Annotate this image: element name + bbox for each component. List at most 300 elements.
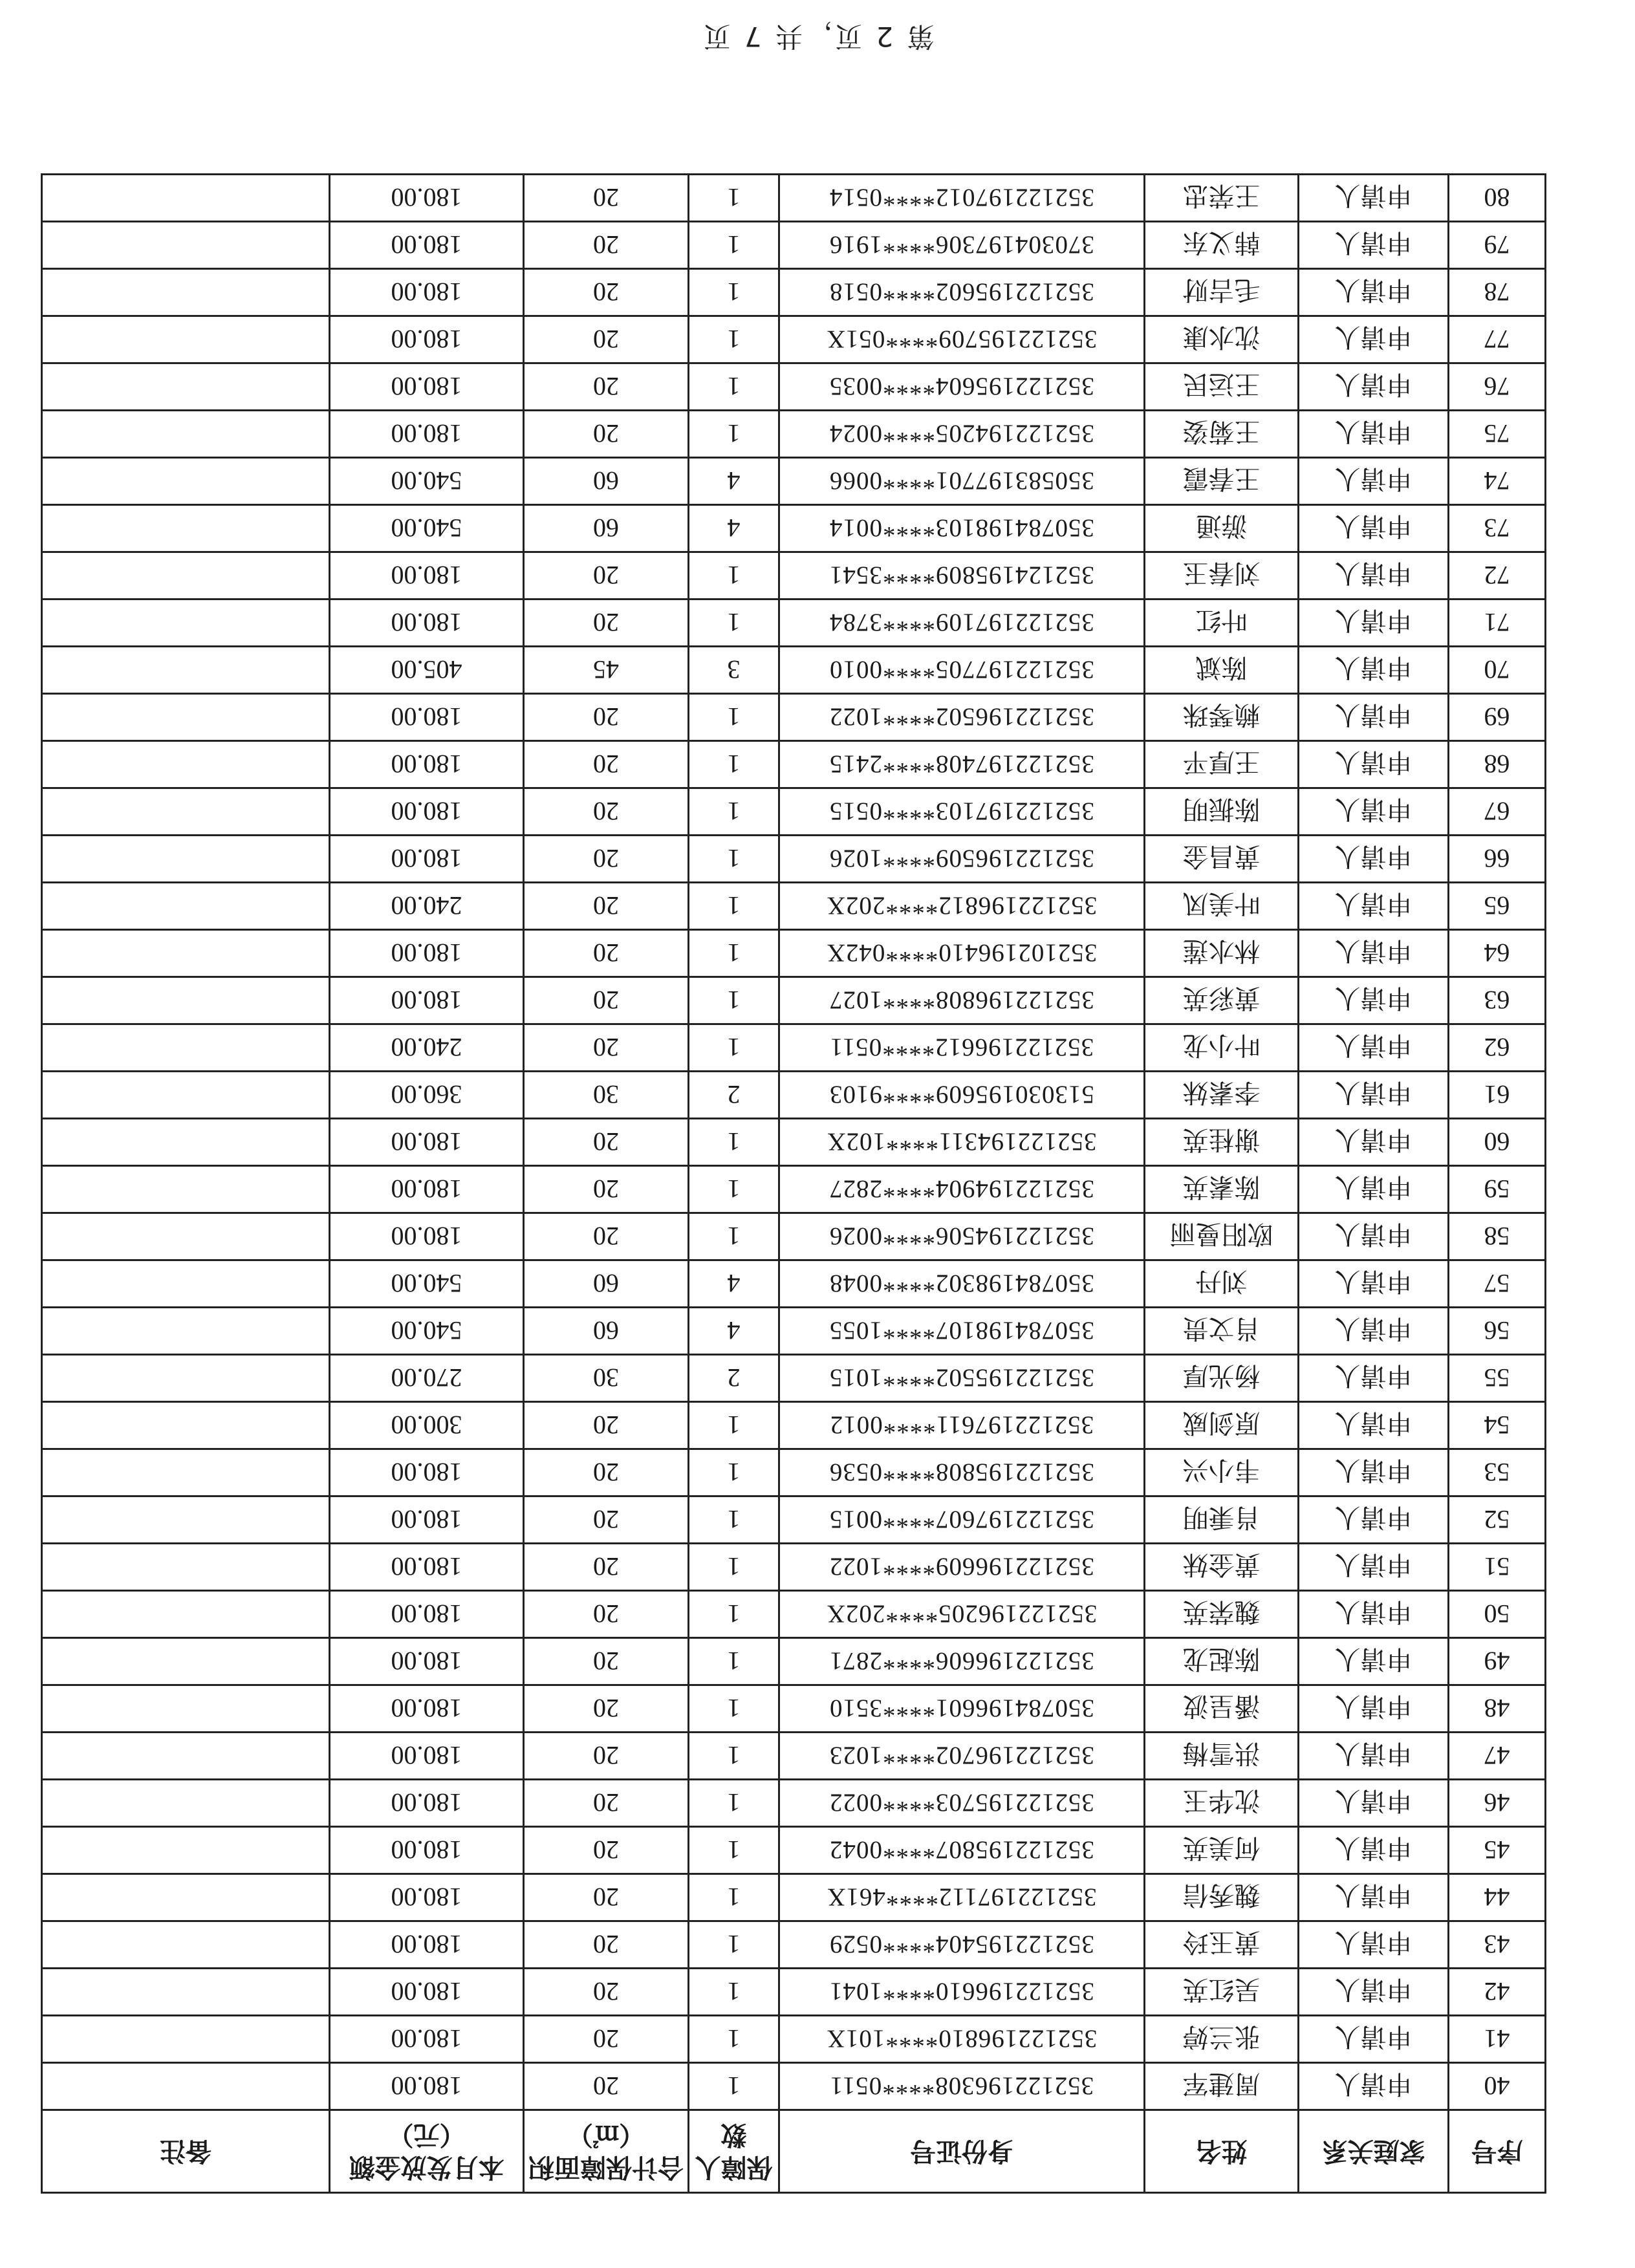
cell-remark <box>42 1072 330 1119</box>
table-row <box>42 930 1546 977</box>
cell-persons: 1 <box>689 599 779 647</box>
cell-relation: 申请人 <box>1299 458 1449 505</box>
cell-amount: 180.00 <box>330 836 524 883</box>
cell-seq: 46 <box>1449 1780 1546 1827</box>
table-row <box>42 1355 1546 1402</box>
cell-id-number: 352122196308****0511 <box>779 2063 1145 2110</box>
cell-seq: 72 <box>1449 552 1546 599</box>
cell-id-number: 352122197112****461X <box>779 1874 1145 1921</box>
cell-area: 20 <box>524 883 689 930</box>
cell-relation: 申请人 <box>1299 222 1449 269</box>
cell-persons: 1 <box>689 1449 779 1496</box>
cell-relation: 申请人 <box>1299 1874 1449 1921</box>
cell-area: 20 <box>524 1591 689 1638</box>
table-row <box>42 1449 1546 1496</box>
table-row <box>42 1024 1546 1072</box>
cell-persons: 1 <box>689 1119 779 1166</box>
cell-seq: 64 <box>1449 930 1546 977</box>
cell-name: 刘丹 <box>1145 1260 1299 1308</box>
cell-area: 20 <box>524 1733 689 1780</box>
cell-name: 何美英 <box>1145 1827 1299 1874</box>
cell-relation: 申请人 <box>1299 2063 1449 2110</box>
cell-persons: 1 <box>689 1544 779 1591</box>
cell-remark <box>42 836 330 883</box>
cell-name: 韦小兴 <box>1145 1449 1299 1496</box>
cell-remark <box>42 316 330 363</box>
cell-area: 20 <box>524 1544 689 1591</box>
cell-persons: 1 <box>689 694 779 741</box>
cell-seq: 69 <box>1449 694 1546 741</box>
table-row <box>42 1213 1546 1260</box>
cell-relation: 申请人 <box>1299 1827 1449 1874</box>
cell-persons: 1 <box>689 1591 779 1638</box>
cell-persons: 1 <box>689 1685 779 1733</box>
cell-amount: 180.00 <box>330 175 524 222</box>
cell-seq: 49 <box>1449 1638 1546 1685</box>
cell-remark <box>42 505 330 552</box>
cell-seq: 42 <box>1449 1969 1546 2016</box>
table-row <box>42 647 1546 694</box>
cell-seq: 53 <box>1449 1449 1546 1496</box>
cell-area: 60 <box>524 505 689 552</box>
cell-remark <box>42 788 330 836</box>
cell-relation: 申请人 <box>1299 647 1449 694</box>
cell-id-number: 352122194904****2827 <box>779 1166 1145 1213</box>
cell-area: 20 <box>524 1402 689 1449</box>
cell-seq: 77 <box>1449 316 1546 363</box>
table-row <box>42 2063 1546 2110</box>
cell-area: 20 <box>524 1827 689 1874</box>
cell-persons: 4 <box>689 1260 779 1308</box>
cell-area: 30 <box>524 1072 689 1119</box>
cell-name: 林水莲 <box>1145 930 1299 977</box>
cell-amount: 180.00 <box>330 552 524 599</box>
cell-id-number: 350784198103****0014 <box>779 505 1145 552</box>
cell-id-number: 352122196205****202X <box>779 1591 1145 1638</box>
cell-area: 20 <box>524 269 689 316</box>
table-row <box>42 411 1546 458</box>
cell-remark <box>42 647 330 694</box>
cell-id-number: 370304197306****1916 <box>779 222 1145 269</box>
cell-seq: 79 <box>1449 222 1546 269</box>
cell-remark <box>42 1449 330 1496</box>
cell-seq: 68 <box>1449 741 1546 788</box>
cell-relation: 申请人 <box>1299 883 1449 930</box>
cell-id-number: 352122196610****1041 <box>779 1969 1145 2016</box>
cell-remark <box>42 930 330 977</box>
cell-seq: 59 <box>1449 1166 1546 1213</box>
cell-id-number: 352122195604****0035 <box>779 363 1145 411</box>
table-row <box>42 1591 1546 1638</box>
cell-seq: 80 <box>1449 175 1546 222</box>
table-row <box>42 599 1546 647</box>
cell-remark <box>42 694 330 741</box>
cell-id-number: 513030195609****9103 <box>779 1072 1145 1119</box>
cell-amount: 180.00 <box>330 1969 524 2016</box>
header-remark: 备注 <box>42 2110 330 2193</box>
cell-id-number: 352122196702****1023 <box>779 1733 1145 1780</box>
table-row <box>42 1496 1546 1544</box>
cell-area: 30 <box>524 1355 689 1402</box>
cell-persons: 4 <box>689 1308 779 1355</box>
cell-remark <box>42 741 330 788</box>
cell-name: 叶小龙 <box>1145 1024 1299 1072</box>
cell-amount: 180.00 <box>330 788 524 836</box>
cell-amount: 270.00 <box>330 1355 524 1402</box>
cell-remark <box>42 1308 330 1355</box>
cell-amount: 180.00 <box>330 222 524 269</box>
cell-area: 20 <box>524 1780 689 1827</box>
cell-area: 20 <box>524 1685 689 1733</box>
cell-name: 陈素英 <box>1145 1166 1299 1213</box>
cell-remark <box>42 1355 330 1402</box>
cell-remark <box>42 1874 330 1921</box>
cell-amount: 180.00 <box>330 1166 524 1213</box>
cell-seq: 54 <box>1449 1402 1546 1449</box>
cell-persons: 1 <box>689 1638 779 1685</box>
cell-amount: 180.00 <box>330 1685 524 1733</box>
cell-relation: 申请人 <box>1299 269 1449 316</box>
table-row <box>42 788 1546 836</box>
cell-id-number: 352122196810****101X <box>779 2016 1145 2063</box>
cell-relation: 申请人 <box>1299 1685 1449 1733</box>
table-row <box>42 1733 1546 1780</box>
cell-id-number: 352122197109****3784 <box>779 599 1145 647</box>
cell-name: 沈华玉 <box>1145 1780 1299 1827</box>
cell-amount: 180.00 <box>330 316 524 363</box>
cell-area: 20 <box>524 1166 689 1213</box>
table-row <box>42 1874 1546 1921</box>
cell-remark <box>42 363 330 411</box>
cell-remark <box>42 458 330 505</box>
cell-persons: 1 <box>689 222 779 269</box>
cell-persons: 1 <box>689 1213 779 1260</box>
cell-remark <box>42 1780 330 1827</box>
cell-persons: 4 <box>689 458 779 505</box>
cell-persons: 1 <box>689 1733 779 1780</box>
cell-amount: 540.00 <box>330 458 524 505</box>
cell-amount: 180.00 <box>330 2063 524 2110</box>
page-number-footer: 第 2 页，共 7 页 <box>700 21 935 52</box>
header-relation: 家庭关系 <box>1299 2110 1449 2193</box>
table-header-row <box>42 2110 1546 2193</box>
cell-name: 王厚平 <box>1145 741 1299 788</box>
cell-amount: 360.00 <box>330 1072 524 1119</box>
cell-id-number: 352122194506****0026 <box>779 1213 1145 1260</box>
cell-area: 20 <box>524 694 689 741</box>
cell-seq: 58 <box>1449 1213 1546 1260</box>
cell-area: 20 <box>524 599 689 647</box>
header-seq: 序号 <box>1449 2110 1546 2193</box>
cell-area: 20 <box>524 1024 689 1072</box>
cell-remark <box>42 1260 330 1308</box>
header-persons: 保障人数 <box>689 2110 779 2193</box>
cell-area: 20 <box>524 1213 689 1260</box>
table-row <box>42 269 1546 316</box>
cell-relation: 申请人 <box>1299 1355 1449 1402</box>
cell-remark <box>42 2016 330 2063</box>
table-row <box>42 1544 1546 1591</box>
cell-remark <box>42 883 330 930</box>
cell-persons: 2 <box>689 1355 779 1402</box>
cell-persons: 1 <box>689 741 779 788</box>
table-row <box>42 1921 1546 1969</box>
cell-relation: 申请人 <box>1299 1260 1449 1308</box>
cell-id-number: 352122195502****1015 <box>779 1355 1145 1402</box>
cell-persons: 1 <box>689 1496 779 1544</box>
cell-id-number: 352122194311****102X <box>779 1119 1145 1166</box>
cell-area: 20 <box>524 977 689 1024</box>
cell-seq: 74 <box>1449 458 1546 505</box>
cell-remark <box>42 1024 330 1072</box>
cell-id-number: 352122195709****051X <box>779 316 1145 363</box>
cell-name: 杨光厚 <box>1145 1355 1299 1402</box>
cell-id-number: 352122195703****0022 <box>779 1780 1145 1827</box>
cell-remark <box>42 599 330 647</box>
cell-id-number: 350784198302****0048 <box>779 1260 1145 1308</box>
cell-relation: 申请人 <box>1299 930 1449 977</box>
cell-persons: 1 <box>689 1921 779 1969</box>
cell-area: 20 <box>524 1874 689 1921</box>
cell-seq: 43 <box>1449 1921 1546 1969</box>
cell-persons: 1 <box>689 836 779 883</box>
cell-amount: 180.00 <box>330 694 524 741</box>
cell-remark <box>42 2063 330 2110</box>
cell-area: 20 <box>524 1638 689 1685</box>
subsidy-roster-table <box>41 173 1546 2194</box>
table-row <box>42 1260 1546 1308</box>
cell-id-number: 350784198107****1055 <box>779 1308 1145 1355</box>
cell-relation: 申请人 <box>1299 836 1449 883</box>
table-row <box>42 1119 1546 1166</box>
cell-seq: 44 <box>1449 1874 1546 1921</box>
cell-amount: 180.00 <box>330 1213 524 1260</box>
cell-relation: 申请人 <box>1299 316 1449 363</box>
cell-id-number: 352122197607****0015 <box>779 1496 1145 1544</box>
cell-remark <box>42 1638 330 1685</box>
cell-persons: 1 <box>689 1874 779 1921</box>
cell-id-number: 352122196606****2871 <box>779 1638 1145 1685</box>
table-row <box>42 1780 1546 1827</box>
cell-amount: 180.00 <box>330 1638 524 1685</box>
cell-amount: 180.00 <box>330 1449 524 1496</box>
cell-seq: 57 <box>1449 1260 1546 1308</box>
cell-remark <box>42 411 330 458</box>
cell-name: 魏秀信 <box>1145 1874 1299 1921</box>
cell-name: 吴红英 <box>1145 1969 1299 2016</box>
cell-area: 20 <box>524 175 689 222</box>
cell-area: 20 <box>524 411 689 458</box>
cell-name: 王荣忠 <box>1145 175 1299 222</box>
cell-relation: 申请人 <box>1299 1402 1449 1449</box>
cell-name: 原剑威 <box>1145 1402 1299 1449</box>
cell-id-number: 352122195807****0042 <box>779 1827 1145 1874</box>
cell-relation: 申请人 <box>1299 788 1449 836</box>
cell-seq: 52 <box>1449 1496 1546 1544</box>
cell-name: 叶红 <box>1145 599 1299 647</box>
header-id-number: 身份证号 <box>779 2110 1145 2193</box>
cell-persons: 1 <box>689 1827 779 1874</box>
cell-name: 黄玉玲 <box>1145 1921 1299 1969</box>
table-row <box>42 175 1546 222</box>
cell-persons: 1 <box>689 1024 779 1072</box>
cell-persons: 1 <box>689 2063 779 2110</box>
cell-persons: 1 <box>689 930 779 977</box>
table-row <box>42 458 1546 505</box>
cell-id-number: 352122197611****0012 <box>779 1402 1145 1449</box>
cell-name: 叶美凤 <box>1145 883 1299 930</box>
cell-relation: 申请人 <box>1299 1308 1449 1355</box>
cell-area: 60 <box>524 458 689 505</box>
cell-id-number: 352122196812****202X <box>779 883 1145 930</box>
cell-name: 黄金妹 <box>1145 1544 1299 1591</box>
cell-area: 20 <box>524 363 689 411</box>
cell-amount: 300.00 <box>330 1402 524 1449</box>
cell-persons: 1 <box>689 316 779 363</box>
cell-persons: 1 <box>689 788 779 836</box>
cell-id-number: 352122195602****0518 <box>779 269 1145 316</box>
cell-remark <box>42 1969 330 2016</box>
cell-id-number: 350784196601****3510 <box>779 1685 1145 1733</box>
cell-remark <box>42 1544 330 1591</box>
cell-amount: 180.00 <box>330 1591 524 1638</box>
cell-relation: 申请人 <box>1299 1544 1449 1591</box>
table-row <box>42 836 1546 883</box>
cell-persons: 1 <box>689 411 779 458</box>
cell-name: 刘春玉 <box>1145 552 1299 599</box>
cell-relation: 申请人 <box>1299 1733 1449 1780</box>
cell-remark <box>42 1591 330 1638</box>
cell-area: 20 <box>524 1496 689 1544</box>
cell-seq: 50 <box>1449 1591 1546 1638</box>
cell-persons: 1 <box>689 1780 779 1827</box>
cell-name: 潘呈波 <box>1145 1685 1299 1733</box>
cell-relation: 申请人 <box>1299 363 1449 411</box>
cell-relation: 申请人 <box>1299 1591 1449 1638</box>
cell-persons: 2 <box>689 1072 779 1119</box>
cell-area: 20 <box>524 788 689 836</box>
cell-persons: 1 <box>689 883 779 930</box>
cell-remark <box>42 1685 330 1733</box>
cell-id-number: 352122196612****0511 <box>779 1024 1145 1072</box>
cell-id-number: 352102196410****042X <box>779 930 1145 977</box>
table-row <box>42 552 1546 599</box>
cell-name: 周建军 <box>1145 2063 1299 2110</box>
cell-relation: 申请人 <box>1299 741 1449 788</box>
cell-remark <box>42 1733 330 1780</box>
cell-name: 谢桂英 <box>1145 1119 1299 1166</box>
table-row <box>42 1402 1546 1449</box>
cell-seq: 48 <box>1449 1685 1546 1733</box>
table-row <box>42 363 1546 411</box>
header-amount: 本月发放金额（元） <box>330 2110 524 2193</box>
table-row <box>42 222 1546 269</box>
cell-relation: 申请人 <box>1299 1969 1449 2016</box>
cell-amount: 240.00 <box>330 883 524 930</box>
table-row <box>42 1072 1546 1119</box>
cell-area: 20 <box>524 1449 689 1496</box>
table-row <box>42 883 1546 930</box>
cell-name: 魏荣英 <box>1145 1591 1299 1638</box>
cell-remark <box>42 269 330 316</box>
cell-amount: 180.00 <box>330 1921 524 1969</box>
cell-remark <box>42 1496 330 1544</box>
cell-area: 20 <box>524 930 689 977</box>
cell-amount: 240.00 <box>330 1024 524 1072</box>
cell-amount: 180.00 <box>330 930 524 977</box>
cell-seq: 47 <box>1449 1733 1546 1780</box>
cell-seq: 56 <box>1449 1308 1546 1355</box>
table-row <box>42 1308 1546 1355</box>
cell-name: 李素妹 <box>1145 1072 1299 1119</box>
cell-amount: 180.00 <box>330 1827 524 1874</box>
cell-remark <box>42 1213 330 1260</box>
cell-relation: 申请人 <box>1299 175 1449 222</box>
cell-amount: 540.00 <box>330 1260 524 1308</box>
cell-seq: 63 <box>1449 977 1546 1024</box>
cell-id-number: 352122197705****0010 <box>779 647 1145 694</box>
cell-area: 20 <box>524 316 689 363</box>
cell-area: 20 <box>524 1969 689 2016</box>
cell-persons: 1 <box>689 1402 779 1449</box>
table-row <box>42 2016 1546 2063</box>
cell-area: 20 <box>524 1119 689 1166</box>
cell-area: 20 <box>524 222 689 269</box>
cell-id-number: 352122195808****0536 <box>779 1449 1145 1496</box>
table-row <box>42 977 1546 1024</box>
cell-name: 张兰婷 <box>1145 2016 1299 2063</box>
cell-id-number: 352122195404****0529 <box>779 1921 1145 1969</box>
cell-seq: 55 <box>1449 1355 1546 1402</box>
cell-seq: 78 <box>1449 269 1546 316</box>
cell-name: 洪雪梅 <box>1145 1733 1299 1780</box>
cell-persons: 1 <box>689 175 779 222</box>
cell-seq: 61 <box>1449 1072 1546 1119</box>
table-row <box>42 505 1546 552</box>
cell-relation: 申请人 <box>1299 977 1449 1024</box>
cell-area: 60 <box>524 1308 689 1355</box>
cell-amount: 540.00 <box>330 1308 524 1355</box>
cell-seq: 40 <box>1449 2063 1546 2110</box>
cell-name: 毛吉财 <box>1145 269 1299 316</box>
cell-name: 王运民 <box>1145 363 1299 411</box>
cell-id-number: 350583197701****0066 <box>779 458 1145 505</box>
cell-seq: 66 <box>1449 836 1546 883</box>
cell-seq: 41 <box>1449 2016 1546 2063</box>
cell-remark <box>42 552 330 599</box>
cell-id-number: 352122196609****1022 <box>779 1544 1145 1591</box>
cell-persons: 1 <box>689 363 779 411</box>
cell-persons: 1 <box>689 1969 779 2016</box>
cell-persons: 1 <box>689 269 779 316</box>
cell-amount: 180.00 <box>330 741 524 788</box>
cell-remark <box>42 175 330 222</box>
cell-seq: 65 <box>1449 883 1546 930</box>
cell-relation: 申请人 <box>1299 411 1449 458</box>
cell-name: 陈振明 <box>1145 788 1299 836</box>
cell-seq: 67 <box>1449 788 1546 836</box>
cell-name: 赖琴珠 <box>1145 694 1299 741</box>
cell-persons: 1 <box>689 552 779 599</box>
cell-id-number: 352122196502****1022 <box>779 694 1145 741</box>
cell-amount: 180.00 <box>330 1780 524 1827</box>
cell-seq: 75 <box>1449 411 1546 458</box>
cell-area: 20 <box>524 2063 689 2110</box>
cell-id-number: 352122197012****0514 <box>779 175 1145 222</box>
cell-area: 20 <box>524 1921 689 1969</box>
cell-area: 20 <box>524 836 689 883</box>
cell-amount: 180.00 <box>330 363 524 411</box>
